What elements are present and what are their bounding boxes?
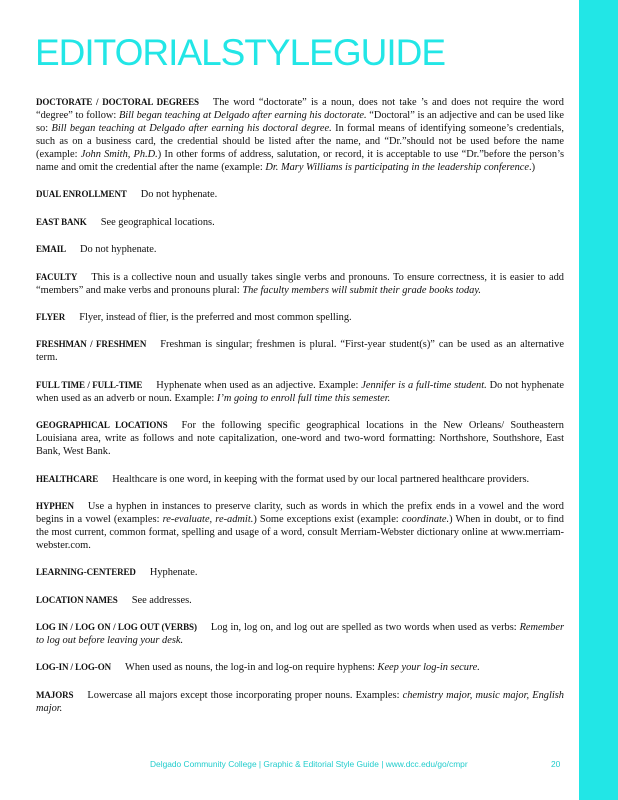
entry-text: ) In other forms of address, salutation, or record, it is acceptable to use “Dr.”before the person’s name and omit the credential after the name (example: <box>36 149 565 173</box>
entry-example: I’m going to enroll full time this semester. <box>216 392 391 404</box>
entry-term: EAST BANK <box>36 216 87 227</box>
entry-text: Use a hyphen in instances to preserve clarity, such as words in which the prefix ends in a vowel and the word begins in a vowel (examples: <box>36 500 564 525</box>
entry-text: Do not hyphenate. <box>80 244 157 256</box>
entry-term: MAJORS <box>36 689 74 700</box>
style-entry <box>36 379 564 405</box>
entry-text: See geographical locations. <box>100 216 215 228</box>
entry-text: ) When in doubt, or to find the most current, common format, spelling and usage of a word, consult Merriam-Webster dictionary online at www.merriam-webster.com. <box>36 513 564 551</box>
style-entry <box>36 338 564 364</box>
style-guide-entries <box>36 96 564 729</box>
style-entry <box>36 473 564 486</box>
entry-text: Do not hyphenate. <box>140 189 218 201</box>
entry-text: “Doctoral” is an adjective and can be used like so: <box>36 110 565 134</box>
entry-term: FLYER <box>36 311 66 322</box>
entry-term: FACULTY <box>36 271 78 282</box>
entry-text: Freshman is singular; freshmen is plural. “First-year student(s)” can be used as an alternative term. <box>36 339 564 364</box>
style-entry <box>36 621 564 647</box>
entry-text: Log in, log on, and log out are spelled as two words when used as verbs: <box>210 622 520 634</box>
style-entry <box>36 243 564 256</box>
entry-term: GEOGRAPHICAL LOCATIONS <box>36 420 168 431</box>
entry-term: HYPHEN <box>36 500 74 511</box>
entry-example: The faculty members will submit their grade books today. <box>242 284 481 296</box>
entry-text: This is a collective noun and usually takes single verbs and pronouns. To ensure correctness, it is easier to add “members” and make verbs and pronouns plural: <box>36 271 564 296</box>
entry-example: Jennifer is a full-time student. <box>361 379 487 391</box>
style-entry <box>36 689 564 715</box>
style-entry <box>36 594 564 607</box>
entry-text: In formal means of identifying someone’s credentials, such as on a business card, the credential should be listed after the name, and “Dr.”should not be used before the name (example: <box>36 123 564 160</box>
entry-term: FRESHMAN / FRESHMEN <box>36 339 147 350</box>
page-number: 20 <box>551 759 561 769</box>
entry-term: LOG-IN / LOG-ON <box>36 662 112 673</box>
entry-text: Healthcare is one word, in keeping with the format used by our local partnered healthcare providers. <box>112 473 530 485</box>
entry-text: When used as nouns, the log-in and log-on require hyphens: <box>125 662 378 674</box>
style-entry <box>36 661 564 674</box>
style-entry <box>36 419 564 458</box>
entry-text: Hyphenate when used as an adjective. Example: <box>156 379 362 391</box>
entry-example: Bill began teaching at Delgado after earning his doctoral degree. <box>51 123 332 134</box>
entry-example: re-evaluate, re-admit. <box>162 513 254 525</box>
style-entry <box>36 188 564 201</box>
entry-text: See addresses. <box>131 594 192 606</box>
entry-text: Hyphenate. <box>149 567 198 579</box>
style-entry <box>36 216 564 229</box>
footer-text: Delgado Community College | Graphic & Editorial Style Guide | www.dcc.edu/go/cmpr <box>150 759 468 769</box>
entry-term: FULL TIME / FULL-TIME <box>36 379 143 390</box>
entry-term: LEARNING-CENTERED <box>36 567 136 578</box>
entry-example: Keep your log-in secure. <box>377 662 480 674</box>
style-entry <box>36 500 564 552</box>
entry-example: coordinate. <box>401 513 450 525</box>
entry-term: LOG IN / LOG ON / LOG OUT (VERBS) <box>36 622 197 633</box>
style-entry <box>36 311 564 324</box>
entry-example: chemistry major, music major, English major. <box>36 689 564 714</box>
style-entry <box>36 566 564 579</box>
entry-text: ) Some exceptions exist (example: <box>253 513 402 525</box>
entry-text: Flyer, instead of flier, is the preferred and most common spelling. <box>79 311 352 323</box>
entry-example: Remember to log out before leaving your desk. <box>36 622 564 647</box>
accent-sidebar <box>579 0 618 800</box>
entry-term: DUAL ENROLLMENT <box>36 189 127 200</box>
entry-example: Dr. Mary Williams is participating in the leadership conference <box>265 162 530 173</box>
style-entry <box>36 271 564 297</box>
entry-example: John Smith, Ph.D. <box>80 149 158 160</box>
entry-term: DOCTORATE / DOCTORAL DEGREES <box>36 97 199 107</box>
entry-text: For the following specific geographical locations in the New Orleans/ Southeastern Louisiana area, write as follows and note capitalization, one-word and two-word formatting: Northshore, Southshore, East Bank, West Bank. <box>36 420 564 458</box>
entry-text: Do not hyphenate when used as an adverb or noun. Example: <box>36 379 564 404</box>
style-entry <box>36 96 564 174</box>
entry-term: EMAIL <box>36 244 67 255</box>
entry-term: LOCATION NAMES <box>36 594 118 605</box>
entry-example: Bill began teaching at Delgado after earning his doctorate. <box>118 110 367 121</box>
entry-text: The word “doctorate” is a noun, does not take ’s and does not require the word “degree” to follow: <box>36 97 564 121</box>
entry-term: HEALTHCARE <box>36 473 99 484</box>
entry-text: Lowercase all majors except those incorporating proper nouns. Examples: <box>87 689 403 701</box>
page-title: EDITORIALSTYLEGUIDE <box>35 32 446 73</box>
entry-text: .) <box>529 162 536 173</box>
